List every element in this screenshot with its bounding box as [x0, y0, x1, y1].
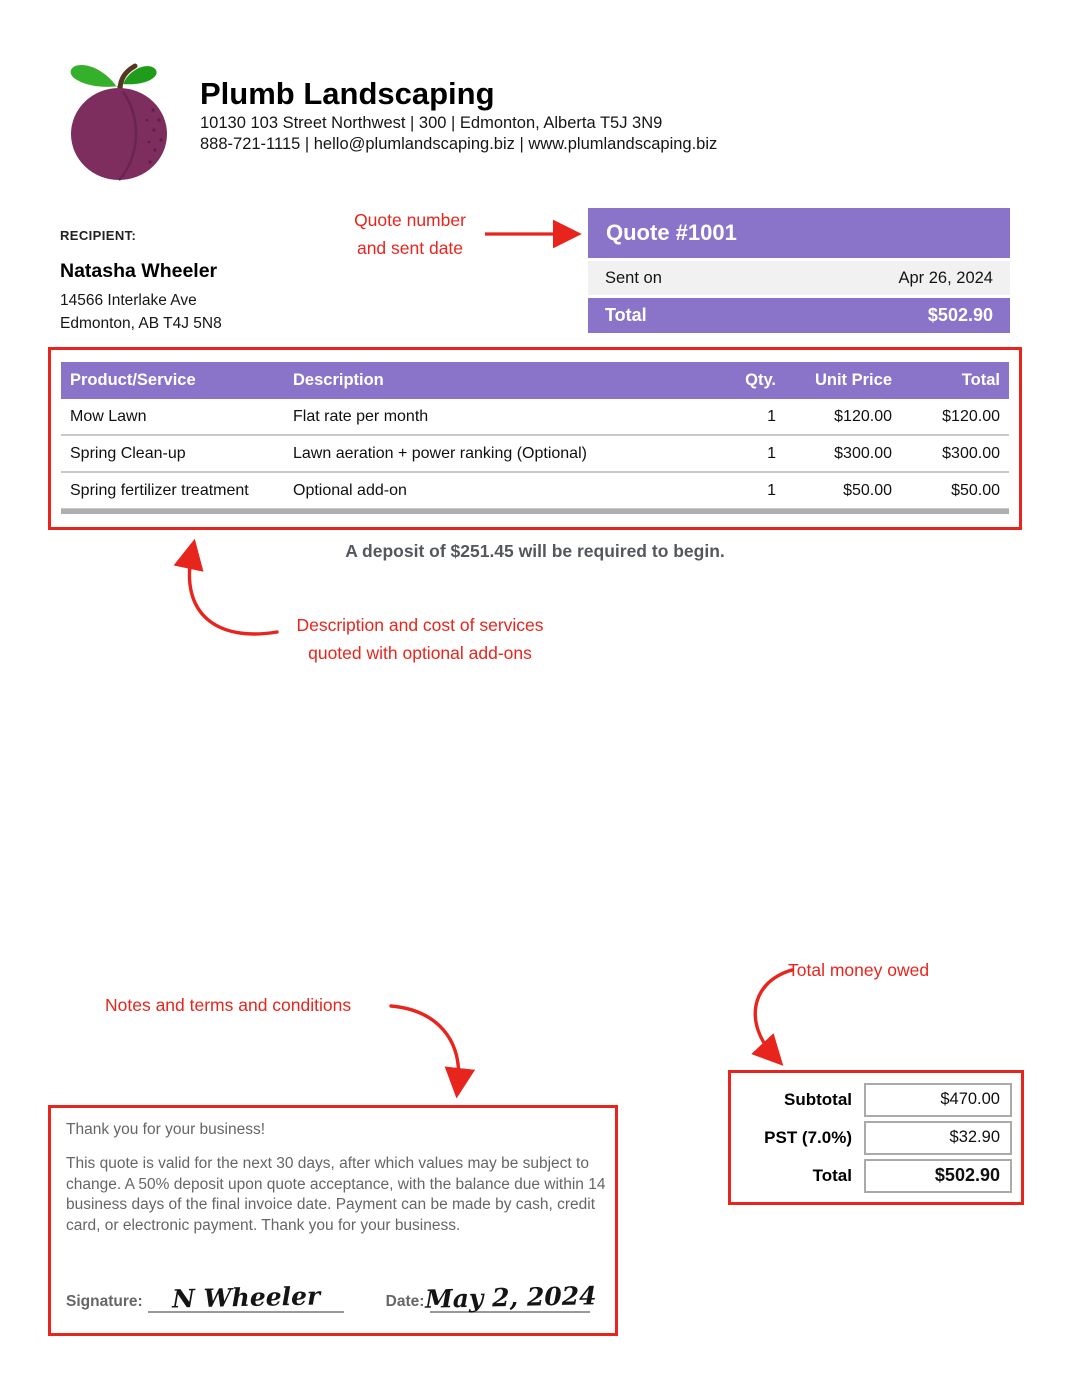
plum-logo-icon — [57, 54, 183, 182]
recipient-address1: 14566 Interlake Ave — [60, 292, 197, 309]
items-table-header — [61, 362, 1009, 399]
deposit-note: A deposit of $251.45 will be required to begin. — [345, 541, 725, 561]
items-table-annotation-frame — [48, 347, 1022, 530]
notes-terms-box — [48, 1105, 618, 1336]
totals-callout-arrow-icon — [738, 962, 802, 1068]
cell-description: Optional add-on — [293, 481, 407, 499]
quote-total-row — [588, 298, 1010, 333]
cell-qty: 1 — [767, 481, 776, 499]
cell-total: $120.00 — [942, 407, 1000, 425]
cell-product: Spring fertilizer treatment — [70, 481, 249, 499]
subtotal-value: $470.00 — [864, 1083, 1012, 1117]
date-line — [424, 1279, 597, 1314]
cell-unit-price: $50.00 — [843, 481, 892, 499]
cell-qty: 1 — [767, 444, 776, 462]
cell-unit-price: $120.00 — [834, 407, 892, 425]
date-handwriting: May 2, 2024 — [424, 1280, 597, 1314]
quote-summary-box — [588, 208, 1010, 333]
cell-product: Mow Lawn — [70, 407, 147, 425]
notes-callout-annotation: Notes and terms and conditions — [105, 995, 352, 1015]
signature-handwriting: N Wheeler — [171, 1280, 321, 1314]
items-table — [61, 362, 1009, 514]
quote-number-title: Quote #1001 — [588, 208, 1010, 258]
cell-product: Spring Clean-up — [70, 444, 186, 462]
company-name: Plumb Landscaping — [200, 76, 495, 111]
recipient-name: Natasha Wheeler — [60, 260, 218, 282]
notes-callout-arrow-icon — [388, 997, 476, 1097]
grand-total-label: Total — [812, 1165, 852, 1185]
totals-box — [728, 1070, 1024, 1205]
tax-label: PST (7.0%) — [764, 1127, 852, 1147]
signature-line — [148, 1279, 344, 1313]
table-row — [61, 399, 1009, 436]
header-product: Product/Service — [70, 371, 196, 389]
date-label: Date: — [385, 1293, 425, 1310]
grand-total-value: $502.90 — [864, 1159, 1012, 1193]
table-row — [61, 436, 1009, 473]
signature-row — [66, 1279, 600, 1313]
tax-row — [740, 1121, 1012, 1155]
cell-unit-price: $300.00 — [834, 444, 892, 462]
quote-total-value: $502.90 — [927, 305, 993, 325]
sent-on-date: Apr 26, 2024 — [898, 268, 993, 287]
subtotal-row — [740, 1083, 1012, 1117]
cell-description: Lawn aeration + power ranking (Optional) — [293, 444, 587, 462]
quote-callout-annotation: Quote number and sent date — [354, 210, 466, 258]
grand-total-row — [740, 1159, 1012, 1193]
table-end-bar — [61, 509, 1009, 514]
table-row — [61, 473, 1009, 510]
cell-description: Flat rate per month — [293, 407, 429, 425]
sent-on-label: Sent on — [605, 268, 662, 287]
subtotal-label: Subtotal — [784, 1089, 852, 1109]
cell-qty: 1 — [767, 407, 776, 425]
notes-terms-text: This quote is valid for the next 30 days, after which values may be subject to change. A 50% deposit upon quote acceptance, with the balance due within 14 business days of the final invoice date. Payment can be made by cash, credit card, or electronic payment. Thank you for your business. — [66, 1155, 606, 1234]
tax-value: $32.90 — [864, 1121, 1012, 1155]
cell-total: $300.00 — [942, 444, 1000, 462]
header-description: Description — [293, 371, 384, 389]
header-unit-price: Unit Price — [814, 371, 892, 389]
totals-callout-annotation: Total money owed — [788, 960, 930, 980]
header-total: Total — [961, 371, 1000, 389]
notes-thanks-line: Thank you for your business! — [66, 1121, 266, 1138]
company-address: 10130 103 Street Northwest | 300 | Edmonton, Alberta T5J 3N9 — [200, 114, 663, 132]
header-qty: Qty. — [745, 371, 776, 389]
quote-total-label: Total — [605, 305, 647, 325]
signature-label: Signature: — [66, 1293, 143, 1310]
quote-callout-arrow-icon — [483, 225, 583, 243]
company-contact: 888-721-1115 | hello@plumlandscaping.biz | www.plumlandscaping.biz — [200, 135, 718, 153]
quote-sent-row — [588, 261, 1010, 295]
services-callout-annotation: Description and cost of services quoted with optional add-ons — [296, 615, 544, 663]
recipient-label: RECIPIENT: — [60, 228, 137, 243]
recipient-address2: Edmonton, AB T4J 5N8 — [60, 315, 222, 332]
cell-total: $50.00 — [951, 481, 1000, 499]
